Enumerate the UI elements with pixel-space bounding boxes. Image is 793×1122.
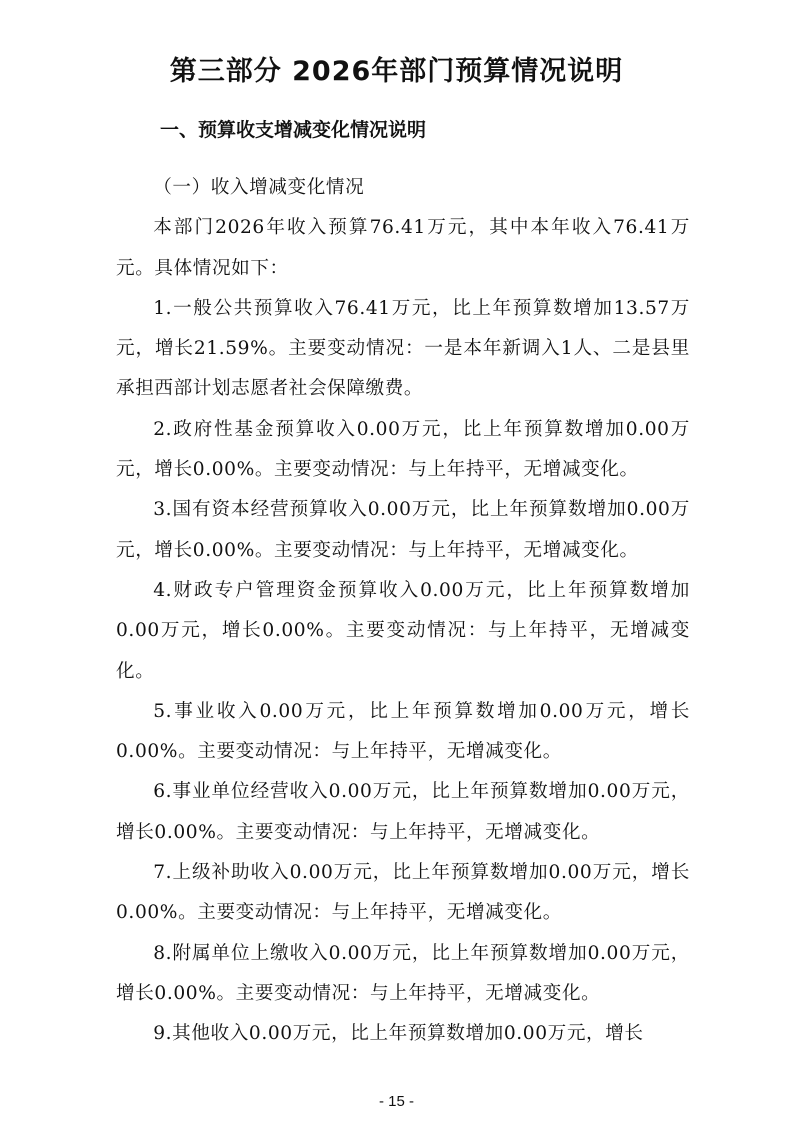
paragraph-item-8: 8.附属单位上缴收入0.00万元，比上年预算数增加0.00万元，增长0.00%。主要变动情况：与上年持平，无增减变化。 (116, 942, 690, 1004)
body-text (116, 168, 690, 1055)
subheading: （一）收入增减变化情况 (153, 177, 365, 198)
paragraph-item-4: 4.财政专户管理资金预算收入0.00万元，比上年预算数增加0.00万元，增长0.00%。主要变动情况：与上年持平，无增减变化。 (116, 579, 690, 682)
paragraph-item-1: 1.一般公共预算收入76.41万元，比上年预算数增加13.57万元，增长21.59%。主要变动情况：一是本年新调入1人、二是县里承担西部计划志愿者社会保障缴费。 (116, 297, 690, 400)
paragraph-item-2: 2.政府性基金预算收入0.00万元，比上年预算数增加0.00万元，增长0.00%。主要变动情况：与上年持平，无增减变化。 (116, 418, 690, 481)
paragraph-item-9: 9.其他收入0.00万元，比上年预算数增加0.00万元，增长 (153, 1023, 644, 1045)
page-title: 第三部分 2026年部门预算情况说明 (169, 56, 624, 87)
intro-paragraph: 本部门2026年收入预算76.41万元，其中本年收入76.41万元。具体情况如下： (116, 217, 690, 279)
section-heading: 一、预算收支增减变化情况说明 (160, 119, 427, 141)
paragraph-item-3: 3.国有资本经营预算收入0.00万元，比上年预算数增加0.00万元，增长0.00%。主要变动情况：与上年持平，无增减变化。 (116, 499, 690, 561)
paragraph-item-7: 7.上级补助收入0.00万元，比上年预算数增加0.00万元，增长0.00%。主要变动情况：与上年持平，无增减变化。 (116, 862, 690, 924)
paragraph-item-6: 6.事业单位经营收入0.00万元，比上年预算数增加0.00万元，增长0.00%。主要变动情况：与上年持平，无增减变化。 (116, 781, 690, 843)
page-number: - 15 - (378, 1093, 414, 1110)
paragraph-item-5: 5.事业收入0.00万元，比上年预算数增加0.00万元，增长0.00%。主要变动情况：与上年持平，无增减变化。 (116, 700, 690, 763)
